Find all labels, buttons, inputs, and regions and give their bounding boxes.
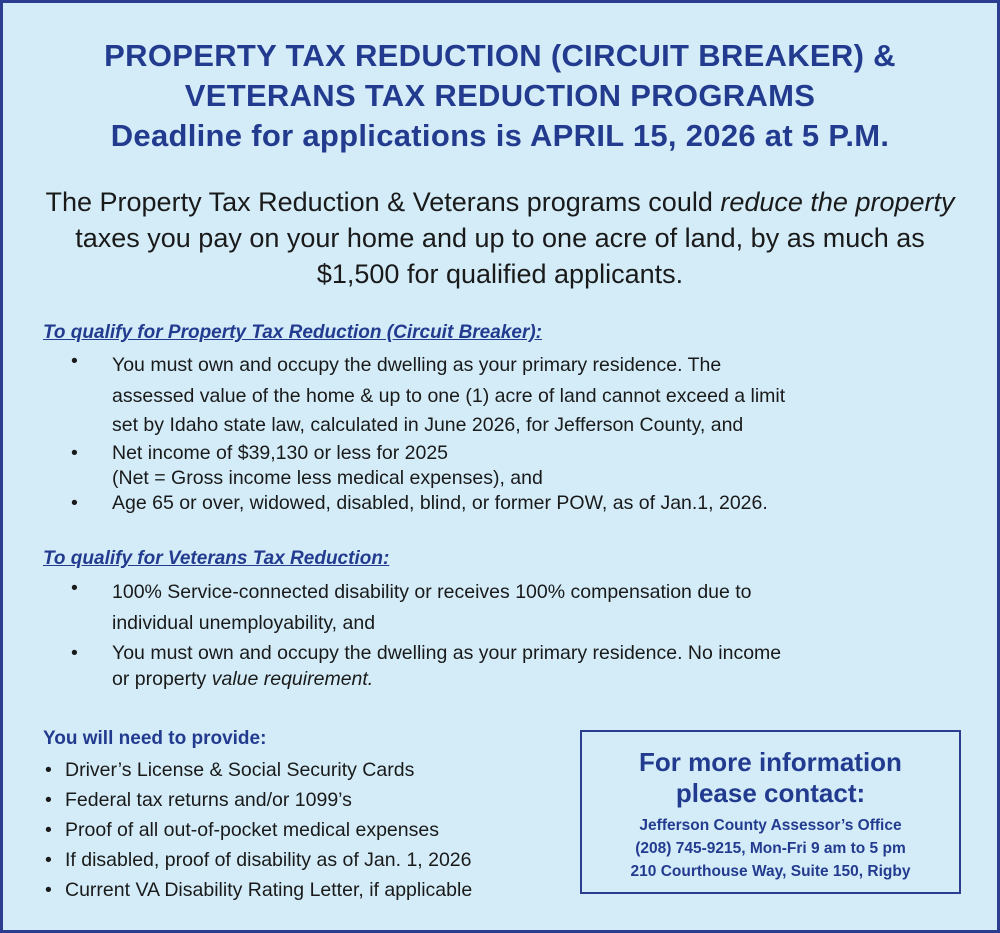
intro-emphasis: reduce the property — [720, 187, 955, 217]
contact-box — [580, 730, 961, 894]
bullet-icon: • — [45, 819, 52, 841]
contact-phone: (208) 745-9215, Mon-Fri 9 am to 5 pm — [635, 840, 906, 857]
veterans-heading: To qualify for Veterans Tax Reduction: — [43, 548, 390, 569]
title-line-2: VETERANS TAX REDUCTION PROGRAMS — [184, 78, 816, 113]
circuit-breaker-list — [71, 350, 967, 516]
list-item — [45, 845, 472, 875]
contact-address: 210 Courthouse Way, Suite 150, Rigby — [630, 863, 911, 880]
item-line: set by Idaho state law, calculated in June 2026, for Jefferson County, and — [112, 414, 744, 436]
item-line: Net income of $39,130 or less for 2025 — [112, 442, 449, 464]
list-item — [71, 640, 967, 692]
bullet-icon: • — [45, 849, 52, 871]
contact-heading — [582, 747, 959, 809]
intro-text-2: taxes you pay on your home and up to one acre of land, by as much as $1,500 for qualified applicants. — [75, 223, 925, 289]
item-line: 100% Service-connected disability or receives 100% compensation due to — [112, 581, 752, 603]
bullet-icon: • — [71, 442, 78, 464]
provide-item: If disabled, proof of disability as of Jan. 1, 2026 — [65, 849, 472, 871]
list-item — [71, 577, 967, 640]
provide-item: Federal tax returns and/or 1099’s — [65, 789, 352, 811]
list-item — [45, 755, 472, 785]
item-line: individual unemployability, and — [112, 612, 376, 634]
circuit-breaker-heading: To qualify for Property Tax Reduction (Circuit Breaker): — [43, 322, 543, 343]
item-line: You must own and occupy the dwelling as your primary residence. No income — [112, 642, 782, 664]
list-item — [45, 815, 472, 845]
bullet-icon: • — [71, 642, 78, 664]
intro-paragraph — [33, 184, 967, 292]
provide-list — [45, 755, 472, 905]
contact-heading-line-1: For more information — [639, 747, 902, 777]
list-item — [71, 491, 967, 516]
bullet-icon: • — [45, 879, 52, 901]
bullet-icon: • — [71, 492, 78, 514]
list-item — [71, 441, 967, 491]
bullet-icon: • — [45, 759, 52, 781]
item-line: assessed value of the home & up to one (1) acre of land cannot exceed a limit — [112, 385, 786, 407]
provide-heading: You will need to provide: — [43, 728, 267, 749]
bullet-icon: • — [71, 350, 78, 372]
bullet-icon: • — [71, 577, 78, 599]
provide-item: Current VA Disability Rating Letter, if applicable — [65, 879, 473, 901]
list-item — [71, 350, 967, 438]
provide-item: Proof of all out-of-pocket medical expenses — [65, 819, 439, 841]
item-line-plain: or property — [112, 668, 212, 690]
contact-heading-line-2: please contact: — [675, 778, 866, 808]
title-line-1: PROPERTY TAX REDUCTION (CIRCUIT BREAKER) & — [104, 38, 896, 73]
item-line — [112, 666, 967, 692]
item-line: You must own and occupy the dwelling as your primary residence. The — [112, 354, 722, 376]
contact-office: Jefferson County Assessor’s Office — [639, 817, 902, 834]
deadline: Deadline for applications is APRIL 15, 2026 at 5 P.M. — [110, 118, 890, 153]
list-item — [45, 875, 472, 905]
list-item — [45, 785, 472, 815]
intro-text-1: The Property Tax Reduction & Veterans programs could — [45, 187, 721, 217]
provide-item: Driver’s License & Social Security Cards — [65, 759, 415, 781]
bullet-icon: • — [45, 789, 52, 811]
item-line-italic: value requirement. — [211, 668, 374, 690]
veterans-list — [71, 577, 967, 692]
flyer-title — [3, 36, 997, 156]
item-line: Age 65 or over, widowed, disabled, blind, or former POW, as of Jan.1, 2026. — [112, 492, 768, 514]
contact-details — [582, 814, 959, 883]
item-line: (Net = Gross income less medical expenses), and — [112, 467, 543, 489]
